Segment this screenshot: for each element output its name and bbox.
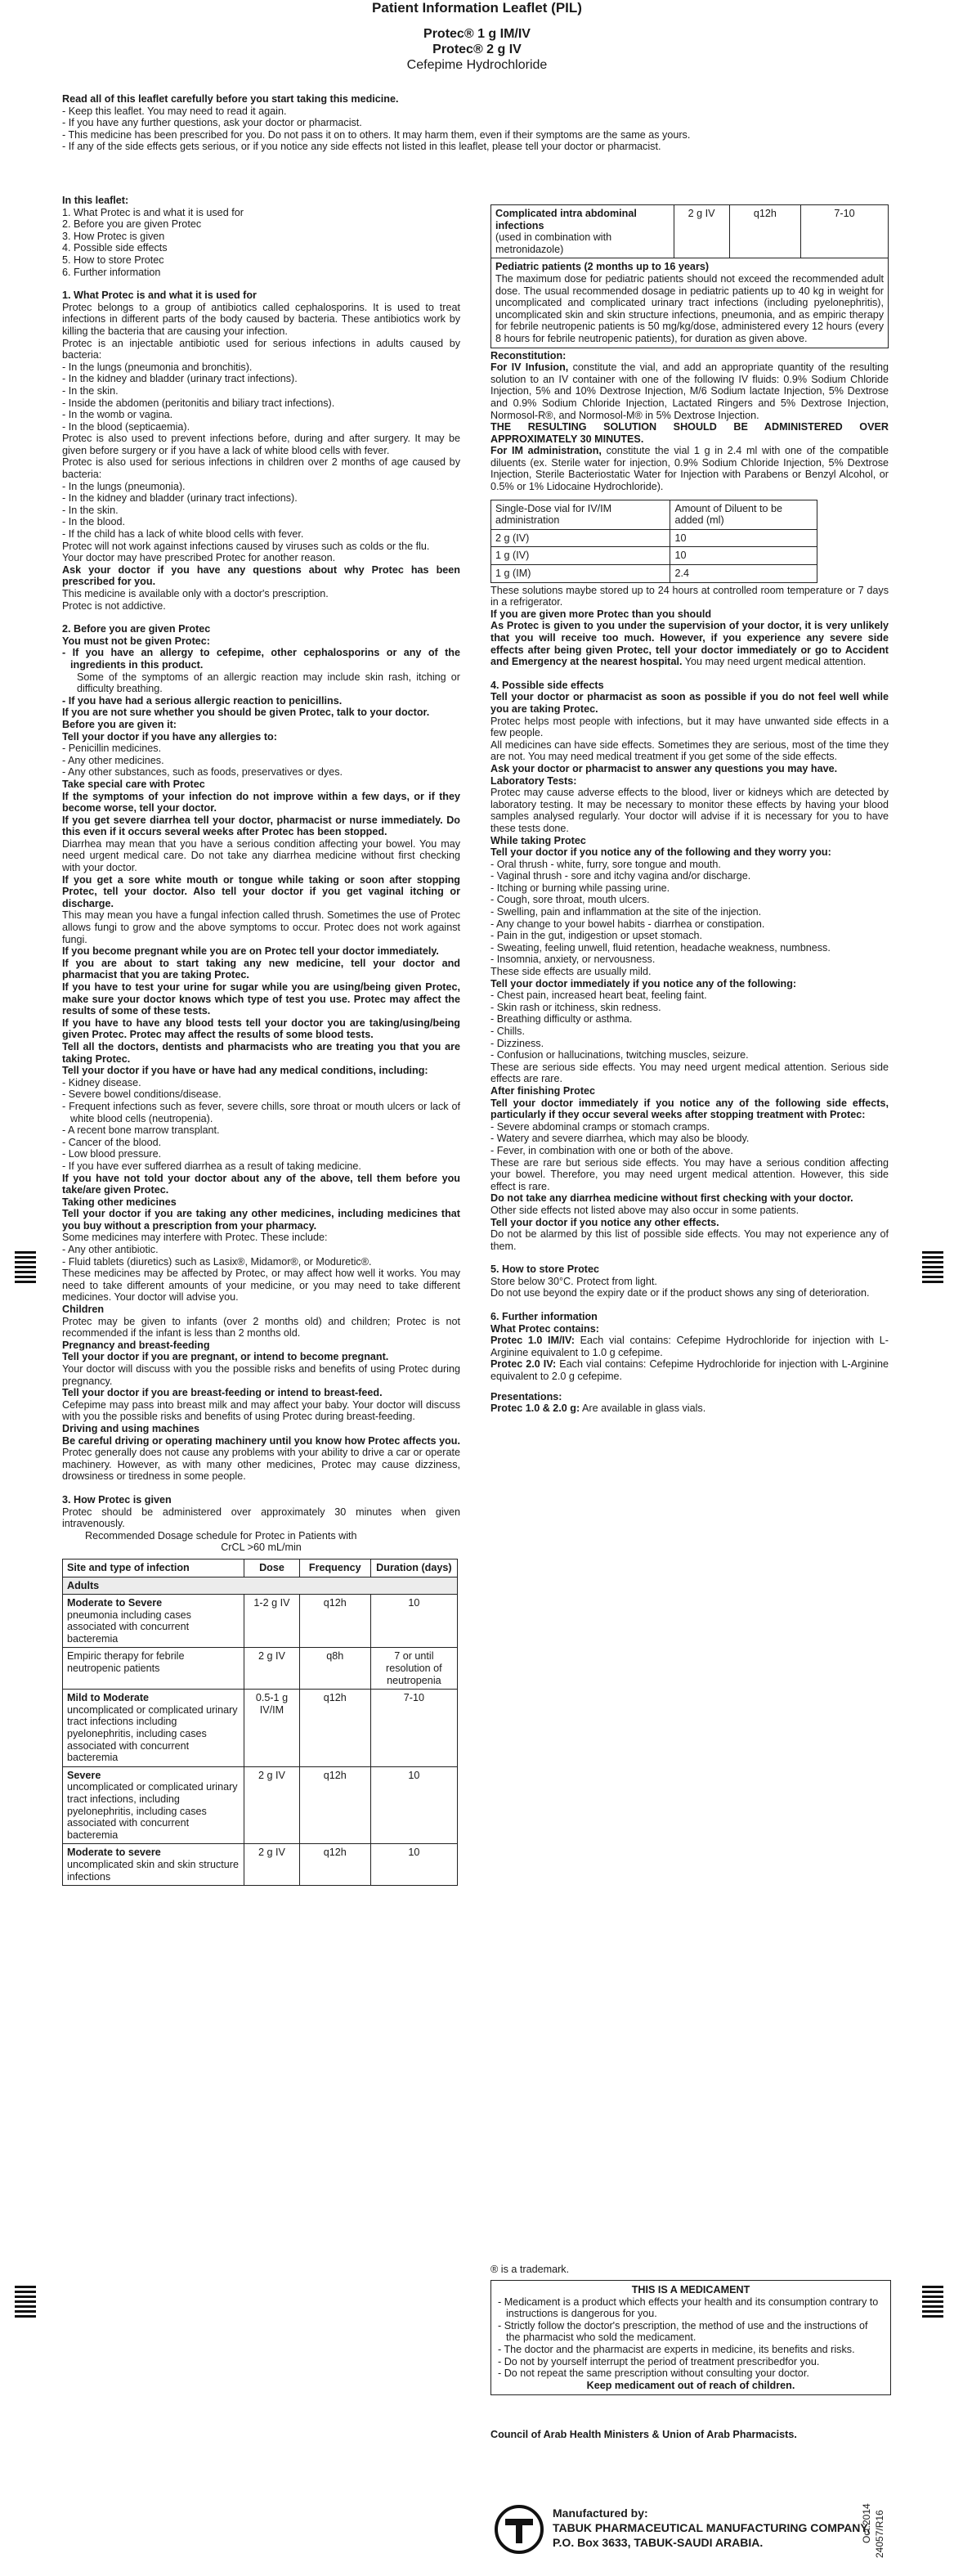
table-row	[63, 1577, 458, 1595]
site-text: uncomplicated or complicated urinary tract infections including pyelonephritis, including cases associated with concurrent bacteremia	[67, 1703, 238, 1764]
medicament-item: - Do not repeat the same prescription without consulting your doctor.	[498, 2367, 809, 2380]
s4-text: Do not be alarmed by this list of possible side effects. You may not experience any of them.	[490, 1228, 889, 1252]
table-header-row	[491, 500, 817, 529]
overdose-text: As Protec is given to you under the supervision of your doctor, it is very unlikely that you will receive too much. However, if you experience any severe side effects after being given Protec, tell your doctor immediately or go to Accident and Emergency at the nearest hospital.	[490, 620, 889, 668]
list-item: - Skin rash or itchiness, skin redness.	[490, 1001, 661, 1013]
s5-text: Do not use beyond the expiry date or if the product shows any sing of deterioration.	[490, 1287, 870, 1299]
left-column	[62, 195, 460, 1886]
recon-im-label: For IM administration,	[490, 445, 602, 457]
s6-text	[490, 1335, 889, 1358]
list-item: - Vaginal thrush - sore and itchy vagina and/or discharge.	[490, 870, 751, 882]
s2-text: Cefepime may pass into breast milk and may affect your baby. Your doctor will discuss with you the possible risks and benefits of using Protec during breast-feeding.	[62, 1398, 460, 1423]
pediatric-text: The maximum dose for pediatric patients should not exceed the recommended adult dose. The usual recommended dosage in pediatric patients up to 40 kg in weight for uncomplicated and complicated urinary tract infections (including pyelonephritis), uncomplicated skin and skin structure infections, pneumonia, and as empiric therapy for febrile neutropenic patients is 50 mg/kg/dose, administered every 12 hours (every 8 hours for febrile neutropenic patients), for duration as given above.	[495, 272, 884, 344]
list-item: - Swelling, pain and inflammation at the site of the injection.	[490, 906, 762, 918]
s2-text: This may mean you have a fungal infection called thrush. Sometimes the use of Protec allows fungi to grow and the above symptoms to occur. Protec does not work against fungi.	[62, 909, 460, 945]
s2-text: Diarrhea may mean that you have a serious condition affecting your bowel. You may need urgent medical care. Do not take any diarrhea medicine without first checking with your doctor.	[62, 837, 460, 874]
s3-text	[490, 445, 889, 492]
product-2-text: Each vial contains: Cefepime Hydrochloride for injection with L-Arginine equivalent to 2.0 g cefepime.	[490, 1358, 889, 1383]
s2-text: Tell your doctor if you have any allergies to:	[62, 730, 277, 743]
table-cell	[63, 1766, 244, 1844]
s2-text: These medicines may be affected by Protec, or may affect how well it works. You may need to take different amounts of your medicine, or you may need to take different medicines. Your doctor will advise you.	[62, 1268, 460, 1304]
s2-text: If you have to have any blood tests tell your doctor you are taking/using/being given Protec. Protec may affect the results of some blood tests.	[62, 1016, 460, 1041]
s2-text: Tell all the doctors, dentists and pharmacists who are treating you that you are taking Protec.	[62, 1040, 460, 1065]
s3-text: These solutions maybe stored up to 24 hours at controlled room temperature or 7 days in a refrigerator.	[490, 584, 889, 608]
s5-text: Store below 30°C. Protect from light.	[490, 1275, 657, 1287]
site-text: pneumonia including cases associated with concurrent bacteremia	[67, 1609, 191, 1645]
list-item: - In the blood (septicaemia).	[62, 420, 190, 433]
list-item: - Dizziness.	[490, 1037, 544, 1049]
toc-heading: In this leaflet:	[62, 195, 129, 206]
toc-item: 6. Further information	[62, 266, 161, 278]
table-cell	[63, 1690, 244, 1767]
s2-text	[62, 1435, 460, 1483]
site-text: uncomplicated skin and skin structure infections	[67, 1858, 239, 1883]
site-bold: Moderate to severe	[67, 1847, 161, 1859]
s4-subheading: After finishing Protec	[490, 1084, 596, 1097]
overdose-tail: You may need urgent medical attention.	[682, 656, 867, 668]
list-item: - Cough, sore throat, mouth ulcers.	[490, 894, 650, 906]
table-cell: 2 g IV	[674, 205, 729, 258]
medicament-box	[490, 2280, 891, 2395]
table-cell: 7-10	[801, 205, 889, 258]
s2-text: - If you have an allergy to cefepime, other cephalosporins or any of the ingredients in this product.	[62, 647, 460, 671]
table-cell: 1 g (IM)	[491, 565, 670, 583]
s1-paragraph: Protec is also used to prevent infections before, during and after surgery. It may be given before surgery or if you have a lack of white blood cells with fever.	[62, 433, 460, 456]
list-item: - In the skin.	[62, 504, 119, 516]
intro-section	[62, 93, 889, 153]
s4-text: Tell your doctor immediately if you notice any of the following side effects, particularly if they occur several weeks after stopping treatment with Protec:	[490, 1097, 889, 1121]
s2-text: If you become pregnant while you are on Protec tell your doctor immediately.	[62, 945, 439, 958]
s4-text: Ask your doctor or pharmacist to answer any questions you may have.	[490, 762, 838, 774]
list-item: - Chills.	[490, 1025, 525, 1037]
intro-item: - If any of the side effects gets serious, or if you notice any side effects not listed in this leaflet, please tell your doctor or pharmacist.	[62, 141, 661, 153]
toc-item: 5. How to store Protec	[62, 254, 164, 266]
list-item: - Pain in the gut, indigestion or upset stomach.	[490, 930, 703, 942]
s2-subheading: Pregnancy and breast-feeding	[62, 1339, 210, 1351]
trademark-note: ® is a trademark.	[490, 2264, 570, 2275]
s4-subheading: Laboratory Tests:	[490, 774, 577, 787]
table-header: Frequency	[299, 1559, 370, 1577]
list-item: - A recent bone marrow transplant.	[62, 1124, 220, 1137]
table-cell	[63, 1595, 244, 1648]
table-row	[63, 1648, 458, 1690]
dosage-table	[62, 1559, 458, 1886]
site-text: (used in combination with metronidazole)	[495, 231, 612, 255]
table-cell: 7-10	[370, 1690, 457, 1767]
list-item: - Any change to your bowel habits - diarrhea or constipation.	[490, 918, 765, 930]
toc-item: 1. What Protec is and what it is used for	[62, 206, 244, 218]
product-line-3: Cefepime Hydrochloride	[406, 58, 548, 72]
leaflet-header	[0, 0, 954, 73]
list-item: - Frequent infections such as fever, severe chills, sore throat or mouth ulcers or lack of white blood cells (neutropenia).	[62, 1100, 460, 1124]
s2-text: You must not be given Protec:	[62, 635, 210, 647]
s2-text: Tell your doctor if you have or have had any medical conditions, including:	[62, 1065, 428, 1077]
s4-subheading: While taking Protec	[490, 834, 586, 846]
site-text: uncomplicated or complicated urinary tract infections, including pyelonephritis, including cases associated with concurrent bacteremia	[67, 1781, 238, 1841]
s2-text: Before you are given it:	[62, 718, 177, 730]
table-cell	[63, 1844, 244, 1886]
table-cell: q8h	[299, 1648, 370, 1690]
drive-text: Protec generally does not cause any problems with your ability to drive a car or operate machinery. However, as with many other medicines, Protec may cause dizziness, drowsiness or tiredness in some people.	[62, 1447, 460, 1483]
section-2-heading: 2. Before you are given Protec	[62, 623, 211, 635]
registration-marks-right-bottom	[922, 2286, 943, 2320]
medicament-tail: Keep medicament out of reach of children.	[586, 2379, 795, 2391]
drive-emphasis: Be careful driving or operating machinery until you know how Protec affects you.	[62, 1434, 460, 1447]
s3-text: THE RESULTING SOLUTION SHOULD BE ADMINISTERED OVER APPROXIMATELY 30 MINUTES.	[490, 421, 889, 445]
medicament-item: - The doctor and the pharmacist are experts in medicine, its benefits and risks.	[498, 2343, 855, 2355]
product-line-2: Protec® 2 g IV	[432, 43, 522, 56]
council-note: Council of Arab Health Ministers & Union of Arab Pharmacists.	[490, 2429, 797, 2440]
right-column	[490, 204, 889, 1415]
s2-text: Some medicines may interfere with Protec. These include:	[62, 1232, 328, 1244]
s2-subheading: Driving and using machines	[62, 1422, 199, 1434]
s2-text: Tell your doctor if you are breast-feeding or intend to breast-feed.	[62, 1387, 383, 1399]
table-cell: q12h	[299, 1690, 370, 1767]
list-item: - Fever, in combination with one or both of the above.	[490, 1144, 733, 1156]
table-cell: q12h	[729, 205, 800, 258]
medicament-item: - Strictly follow the doctor's prescription, the method of use and the instructions of the pharmacist who sold the medicament.	[498, 2319, 868, 2344]
table-cell: 10	[370, 1595, 457, 1648]
manufacturer-block	[553, 2506, 896, 2550]
intro-item: - Keep this leaflet. You may need to read it again.	[62, 105, 287, 117]
table-header: Amount of Diluent to be added (ml)	[670, 500, 817, 529]
medicament-item: - Do not by yourself interrupt the period of treatment prescribedfor you.	[498, 2355, 820, 2367]
s1-paragraph: Ask your doctor if you have any questions about why Protec has been prescribed for you.	[62, 563, 460, 588]
list-item: - Any other medicines.	[62, 754, 164, 766]
table-row	[63, 1766, 458, 1844]
s6-subheading: What Protec contains:	[490, 1322, 599, 1335]
presentation-label: Protec 1.0 & 2.0 g:	[490, 1402, 580, 1415]
s4-text: Tell your doctor immediately if you notice any of the following:	[490, 977, 797, 990]
s1-paragraph: Protec is an injectable antibiotic used for serious infections in adults caused by bacteria:	[62, 337, 460, 361]
toc-item: 4. Possible side effects	[62, 242, 168, 254]
s2-text: If you have to test your urine for sugar while you are using/being given Protec, make sure your doctor knows which type of test you use. Protec may affect the results of some of these tests.	[62, 981, 460, 1017]
list-item: - Fluid tablets (diuretics) such as Lasix®, Midamor®, or Moduretic®.	[62, 1255, 372, 1268]
recon-iv-text: constitute the vial, and add an appropriate quantity of the resulting solution to an IV container with one of the following IV fluids: 0.9% Sodium Chloride Injection, 5% and 10% Dextrose Injection, M/6 Sodium lactate Injection, 5% Dextrose and 0.9% Sodium Chloride Injection, Lactated Ringers and 5% Dextrose Injection, Normosol-R®, and Normosol-M® in 5% Dextrose Injection.	[490, 361, 889, 421]
list-item: - Severe abdominal cramps or stomach cramps.	[490, 1120, 710, 1133]
table-header-row	[63, 1559, 458, 1577]
diluent-table	[490, 500, 817, 583]
table-row	[491, 258, 889, 348]
s6-text	[490, 1402, 889, 1415]
table-cell: 10	[670, 529, 817, 547]
list-item: - If the child has a lack of white blood cells with fever.	[62, 528, 304, 541]
table-cell: q12h	[299, 1595, 370, 1648]
section-3-heading: 3. How Protec is given	[62, 1493, 172, 1506]
s3-text	[490, 620, 889, 667]
s3-text	[490, 361, 889, 421]
s2-text: Tell your doctor if you are taking any other medicines, including medicines that you buy without a prescription from your pharmacy.	[62, 1208, 460, 1232]
s1-paragraph: Protec will not work against infections caused by viruses such as colds or the flu.	[62, 540, 430, 552]
medicament-title: THIS IS A MEDICAMENT	[631, 2284, 750, 2296]
s4-text: Protec helps most people with infections, but it may have unwanted side effects in a few people.	[490, 715, 889, 739]
s2-subheading: Taking other medicines	[62, 1196, 177, 1208]
s4-text: These side effects are usually mild.	[490, 966, 652, 978]
table-cell: 1 g (IV)	[491, 547, 670, 565]
table-cell: q12h	[299, 1766, 370, 1844]
s4-text: Do not take any diarrhea medicine without first checking with your doctor.	[490, 1192, 853, 1205]
s4-text: Protec may cause adverse effects to the blood, liver or kidneys which are detected by laboratory testing. It may be necessary to monitor these effects by having your blood samples analysed regularly. Your doctor will advise if it is necessary for you to have these tests done.	[490, 787, 889, 834]
medicament-item: - Medicament is a product which effects your health and its consumption contrary to instructions is dangerous for you.	[498, 2296, 879, 2320]
table-cell: 2 g IV	[244, 1844, 300, 1886]
s4-text: These are serious side effects. You may need urgent medical attention. Serious side effects are rare.	[490, 1061, 889, 1085]
intro-item: - If you have any further questions, ask your doctor or pharmacist.	[62, 117, 362, 129]
presentation-text: Are available in glass vials.	[580, 1402, 706, 1415]
leaflet-title: Patient Information Leaflet (PIL)	[372, 0, 582, 16]
list-item: - In the lungs (pneumonia).	[62, 480, 186, 492]
registration-marks-left-bottom	[15, 2286, 36, 2320]
dosage-table-continued	[490, 204, 889, 348]
list-item: - Sweating, feeling unwell, fluid retention, headache weakness, numbness.	[490, 941, 831, 954]
product-line-1: Protec® 1 g IM/IV	[423, 27, 531, 41]
s1-paragraph: This medicine is available only with a doctor's prescription.	[62, 588, 329, 599]
list-item: - Chest pain, increased heart beat, feeling faint.	[490, 990, 707, 1002]
toc-item: 2. Before you are given Protec	[62, 218, 202, 231]
s6-subheading: Presentations:	[490, 1390, 562, 1402]
table-cell: 2 g IV	[244, 1648, 300, 1690]
recon-im-text: constitute the vial 1 g in 2.4 ml with one of the compatible diluents (ex. Sterile water for injection, 0.9% Sodium Chloride Injection, 5% Dextrose Injection, Sterile Bacteriostatic Water for Injection with Parabens or Benzyl Alcohol, or 0.5% or 1% Lidocaine Hydrochloride).	[490, 445, 889, 493]
s1-paragraph: Protec belongs to a group of antibiotics called cephalosporins. It is used to treat infections in different parts of the body caused by bacteria. These antibiotics work by killing the bacteria that are causing your infection.	[62, 301, 460, 337]
list-item: - Severe bowel conditions/disease.	[62, 1088, 222, 1101]
list-item: - In the skin.	[62, 384, 119, 397]
s3-text: Recommended Dosage schedule for Protec in Patients with	[85, 1529, 357, 1542]
list-item: - Any other substances, such as foods, preservatives or dyes.	[62, 766, 343, 779]
s1-paragraph: Protec is not addictive.	[62, 599, 166, 612]
table-header: Site and type of infection	[63, 1559, 244, 1577]
s2-text: Some of the symptoms of an allergic reaction may include skin rash, itching or difficulty breathing.	[77, 671, 460, 695]
list-item: - Watery and severe diarrhea, which may also be bloody.	[490, 1133, 750, 1145]
s4-text: All medicines can have side effects. Sometimes they are serious, most of the time they are not. You may need medical treatment if you get some of the side effects.	[490, 738, 889, 763]
site-bold: Moderate to Severe	[67, 1597, 163, 1609]
s2-text: If you get severe diarrhea tell your doctor, pharmacist or nurse immediately. Do this even if it occurs several weeks after Protec has been stopped.	[62, 814, 460, 838]
pediatric-heading: Pediatric patients (2 months up to 16 years)	[495, 261, 710, 273]
table-row	[491, 205, 889, 258]
s2-text: If you are not sure whether you should be given Protec, talk to your doctor.	[62, 707, 430, 719]
table-cell	[491, 205, 674, 258]
registration-marks-right-top	[922, 1251, 943, 1286]
product-1-label: Protec 1.0 IM/IV:	[490, 1335, 575, 1347]
table-header: Duration (days)	[370, 1559, 457, 1577]
s2-text: If the symptoms of your infection do not improve within a few days, or if they become worse, tell your doctor.	[62, 790, 460, 815]
table-header: Dose	[244, 1559, 300, 1577]
section-5-heading: 5. How to store Protec	[490, 1263, 599, 1276]
list-item: - Any other antibiotic.	[62, 1244, 159, 1256]
s4-text: These are rare but serious side effects. You may have a serious condition affecting your bowel. Therefore, you may need urgent medical attention. However, this side effect is rare.	[490, 1156, 889, 1192]
site-bold: Mild to Moderate	[67, 1692, 150, 1704]
s1-paragraph: Your doctor may have prescribed Protec for another reason.	[62, 552, 336, 564]
list-item: - Low blood pressure.	[62, 1148, 162, 1160]
list-item: - In the kidney and bladder (urinary tract infections).	[62, 373, 298, 385]
list-item: - Cancer of the blood.	[62, 1136, 162, 1148]
s2-text: Protec may be given to infants (over 2 months old) and children; Protec is not recommended if the infant is less than 2 months old.	[62, 1315, 460, 1340]
tabuk-logo-icon	[494, 2504, 544, 2555]
list-item: - If you have ever suffered diarrhea as a result of taking medicine.	[62, 1160, 361, 1172]
print-date: Oct.2014	[861, 2503, 872, 2543]
s4-text: Tell your doctor if you notice any other effects.	[490, 1216, 719, 1228]
s2-text: Your doctor will discuss with you the possible risks and benefits of using Protec during pregnancy.	[62, 1363, 460, 1387]
recon-iv-label: For IV Infusion,	[490, 361, 569, 374]
table-row	[63, 1844, 458, 1886]
table-header: Single-Dose vial for IV/IM administration	[491, 500, 670, 529]
list-item: - Inside the abdomen (peritonitis and biliary tract infections).	[62, 397, 335, 409]
table-cell: q12h	[299, 1844, 370, 1886]
list-item: - Confusion or hallucinations, twitching muscles, seizure.	[490, 1049, 749, 1061]
s2-text: If you get a sore white mouth or tongue while taking or soon after stopping Protec, tell your doctor. Also tell your doctor if you get vaginal itching or discharge.	[62, 873, 460, 909]
table-cell: 10	[670, 547, 817, 565]
s2-text: - If you have had a serious allergic reaction to penicillins.	[62, 694, 343, 707]
s2-text: If you have not told your doctor about any of the above, tell them before you take/are given Protec.	[62, 1172, 460, 1196]
table-cell: Empiric therapy for febrile neutropenic patients	[63, 1648, 244, 1690]
list-item: - Kidney disease.	[62, 1076, 141, 1088]
s2-subheading: Children	[62, 1304, 105, 1316]
registration-marks-left-top	[15, 1251, 36, 1286]
list-item: - In the womb or vagina.	[62, 409, 173, 421]
table-cell: 2.4	[670, 565, 817, 583]
s6-text	[490, 1358, 889, 1382]
site-bold: Severe	[67, 1769, 101, 1781]
manufacturer-label: Manufactured by:	[553, 2506, 648, 2520]
list-item: - Insomnia, anxiety, or nervousness.	[490, 954, 656, 966]
table-cell: 1-2 g IV	[244, 1595, 300, 1648]
s3-text: Protec should be administered over approximately 30 minutes when given intravenously.	[62, 1506, 460, 1530]
list-item: - In the kidney and bladder (urinary tract infections).	[62, 492, 298, 505]
table-cell: 7 or until resolution of neutropenia	[370, 1648, 457, 1690]
s3-subheading: If you are given more Protec than you should	[490, 608, 712, 620]
list-item: - Oral thrush - white, furry, sore tongue and mouth.	[490, 858, 721, 870]
list-item: - Breathing difficulty or asthma.	[490, 1013, 633, 1025]
manufacturer-name: TABUK PHARMACEUTICAL MANUFACTURING COMPANY,	[553, 2521, 871, 2534]
section-6-heading: 6. Further information	[490, 1311, 598, 1323]
product-1-text: Each vial contains: Cefepime Hydrochloride for injection with L-Arginine equivalent to 1.0 g cefepime.	[490, 1335, 889, 1358]
s2-text: If you are about to start taking any new medicine, tell your doctor and pharmacist that you are taking Protec.	[62, 957, 460, 981]
s1-paragraph: Protec is also used for serious infections in children over 2 months of age caused by bacteria:	[62, 456, 460, 481]
s2-text: Tell your doctor if you are pregnant, or intend to become pregnant.	[62, 1351, 389, 1363]
table-row	[491, 547, 817, 565]
site-bold: Complicated intra abdominal infections	[495, 208, 637, 231]
table-cell: 2 g (IV)	[491, 529, 670, 547]
table-row	[63, 1595, 458, 1648]
toc-item: 3. How Protec is given	[62, 230, 165, 242]
section-1-heading: 1. What Protec is and what it is used for	[62, 289, 257, 302]
table-cell: 10	[370, 1844, 457, 1886]
table-cell: 0.5-1 g IV/IM	[244, 1690, 300, 1767]
table-row	[491, 565, 817, 583]
s4-text: Other side effects not listed above may also occur in some patients.	[490, 1204, 799, 1216]
adults-label: Adults	[63, 1577, 458, 1595]
manufacturer-address: P.O. Box 3633, TABUK-SAUDI ARABIA.	[553, 2536, 764, 2549]
list-item: - In the lungs (pneumonia and bronchitis).	[62, 361, 253, 373]
section-4-heading: 4. Possible side effects	[490, 679, 604, 691]
table-cell: 2 g IV	[244, 1766, 300, 1844]
intro-lead: Read all of this leaflet carefully before you start taking this medicine.	[62, 93, 399, 105]
product-2-label: Protec 2.0 IV:	[490, 1358, 557, 1371]
intro-item: - This medicine has been prescribed for you. Do not pass it on to others. It may harm them, even if their symptoms are the same as yours.	[62, 128, 691, 141]
table-cell: 10	[370, 1766, 457, 1844]
pediatric-cell	[491, 258, 889, 348]
table-row	[491, 529, 817, 547]
s4-text: Tell your doctor if you notice any of the following and they worry you:	[490, 846, 831, 859]
s2-subheading: Take special care with Protec	[62, 778, 205, 790]
s4-text: Tell your doctor or pharmacist as soon as possible if you do not feel well while you are taking Protec.	[490, 691, 889, 715]
s3-subheading: Reconstitution:	[490, 349, 567, 361]
print-ref: 24057/R16	[874, 2510, 885, 2558]
list-item: - Itching or burning while passing urine.	[490, 882, 670, 894]
table-row	[63, 1690, 458, 1767]
list-item: - Penicillin medicines.	[62, 743, 162, 755]
list-item: - In the blood.	[62, 516, 126, 528]
s3-text: CrCL >60 mL/min	[221, 1542, 302, 1554]
